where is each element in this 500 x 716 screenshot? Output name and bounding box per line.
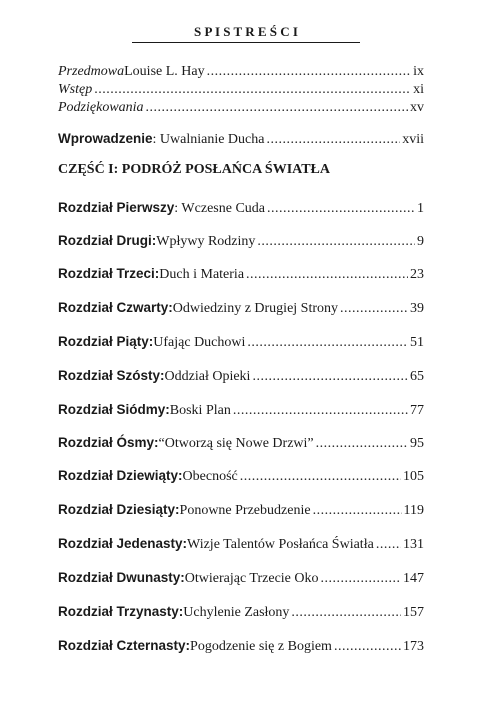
entry-title: “Otworzą się Nowe Drzwi”	[158, 436, 314, 451]
toc-entry-chapter-10[interactable]	[58, 501, 424, 519]
leader-dots	[233, 402, 408, 420]
toc-entry-chapter-11[interactable]	[58, 535, 424, 553]
entry-title: : Wczesne Cuda	[174, 201, 266, 216]
entry-label: Rozdział Ósmy:	[58, 435, 159, 450]
entry-label: Rozdział Dziesiąty:	[58, 502, 180, 517]
toc-entry-introduction[interactable]	[58, 130, 424, 148]
entry-title: Louise L. Hay	[124, 64, 205, 79]
leader-dots	[146, 99, 408, 117]
entry-title: Ponowne Przebudzenie	[179, 503, 311, 518]
entry-label: Wprowadzenie	[58, 131, 153, 146]
entry-title: Wizje Talentów Posłańca Światła	[187, 537, 374, 552]
page-header: S P I S T R E Ś C I	[194, 24, 298, 39]
toc-entry-intro-note[interactable]	[58, 81, 424, 99]
toc-entry-chapter-14[interactable]	[58, 637, 424, 655]
leader-dots	[247, 334, 408, 352]
entry-label: Rozdział Jedenasty:	[58, 536, 188, 551]
entry-label: Podziękowania	[58, 100, 144, 115]
entry-page: 9	[417, 234, 424, 249]
entry-label: Rozdział Szósty:	[58, 368, 165, 383]
entry-page: ix	[413, 64, 424, 79]
entry-page: 51	[410, 335, 424, 350]
entry-title: Ufając Duchowi	[153, 335, 246, 350]
leader-dots	[257, 233, 415, 251]
entry-page: 147	[403, 571, 424, 586]
leader-dots	[376, 536, 401, 554]
entry-title: Pogodzenie się z Bogiem	[190, 639, 332, 654]
toc-entry-chapter-2[interactable]	[58, 232, 424, 250]
toc-entry-preface[interactable]	[58, 63, 424, 81]
leader-dots	[267, 200, 415, 218]
entry-page: xi	[413, 82, 424, 97]
leader-dots	[313, 502, 402, 520]
toc-entry-chapter-1[interactable]	[58, 199, 424, 217]
entry-page: 119	[403, 503, 424, 518]
entry-title: : Uwalnianie Ducha	[152, 132, 265, 147]
toc-entry-chapter-8[interactable]	[58, 434, 424, 452]
entry-label: Rozdział Czwarty:	[58, 300, 173, 315]
leader-dots	[340, 300, 408, 318]
entry-label: Rozdział Siódmy:	[58, 402, 170, 417]
entry-title: Oddział Opieki	[164, 369, 251, 384]
leader-dots	[246, 266, 408, 284]
leader-dots	[94, 81, 411, 99]
entry-title: Wpływy Rodziny	[156, 234, 256, 249]
entry-title: Duch i Materia	[159, 267, 245, 282]
entry-page: 23	[410, 267, 424, 282]
entry-page: 157	[403, 605, 424, 620]
toc-entry-chapter-13[interactable]	[58, 603, 424, 621]
toc-entry-chapter-5[interactable]	[58, 333, 424, 351]
leader-dots	[266, 131, 400, 149]
toc-entry-chapter-7[interactable]	[58, 401, 424, 419]
toc-entry-acknowledgements[interactable]	[58, 99, 424, 117]
toc-entry-chapter-12[interactable]	[58, 569, 424, 587]
entry-label: Wstęp	[58, 82, 93, 97]
header-rule	[132, 42, 360, 43]
toc-entry-chapter-3[interactable]	[58, 265, 424, 283]
leader-dots	[252, 368, 408, 386]
entry-label: Rozdział Piąty:	[58, 334, 154, 349]
entry-label: Przedmowa	[58, 64, 125, 79]
entry-page: 131	[403, 537, 424, 552]
entry-title: Uchylenie Zasłony	[183, 605, 290, 620]
entry-page: 39	[410, 301, 424, 316]
part-title: CZĘŚĆ I: PODRÓŻ POSŁAŃCA ŚWIATŁA	[58, 162, 331, 177]
entry-page: 1	[417, 201, 424, 216]
leader-dots	[240, 468, 401, 486]
leader-dots	[291, 604, 401, 622]
entry-label: Rozdział Pierwszy	[58, 200, 175, 215]
toc-entry-chapter-4[interactable]	[58, 299, 424, 317]
entry-page: 65	[410, 369, 424, 384]
toc-entry-chapter-9[interactable]	[58, 467, 424, 485]
toc-entry-chapter-6[interactable]	[58, 367, 424, 385]
leader-dots	[321, 570, 402, 588]
entry-page: 173	[403, 639, 424, 654]
entry-label: Rozdział Trzynasty:	[58, 604, 184, 619]
leader-dots	[316, 435, 408, 453]
entry-title: Otwierając Trzecie Oko	[184, 571, 319, 586]
entry-page: 105	[403, 469, 424, 484]
entry-title: Obecność	[182, 469, 238, 484]
entry-page: xvii	[402, 132, 424, 147]
entry-label: Rozdział Dziewiąty:	[58, 468, 183, 483]
entry-label: Rozdział Trzeci:	[58, 266, 160, 281]
entry-label: Rozdział Czternasty:	[58, 638, 191, 653]
entry-title: Odwiedziny z Drugiej Strony	[172, 301, 339, 316]
entry-page: 95	[410, 436, 424, 451]
entry-label: Rozdział Drugi:	[58, 233, 157, 248]
leader-dots	[334, 638, 401, 656]
leader-dots	[207, 63, 412, 81]
entry-page: 77	[410, 403, 424, 418]
entry-page: xv	[410, 100, 424, 115]
entry-label: Rozdział Dwunasty:	[58, 570, 185, 585]
entry-title: Boski Plan	[169, 403, 231, 418]
